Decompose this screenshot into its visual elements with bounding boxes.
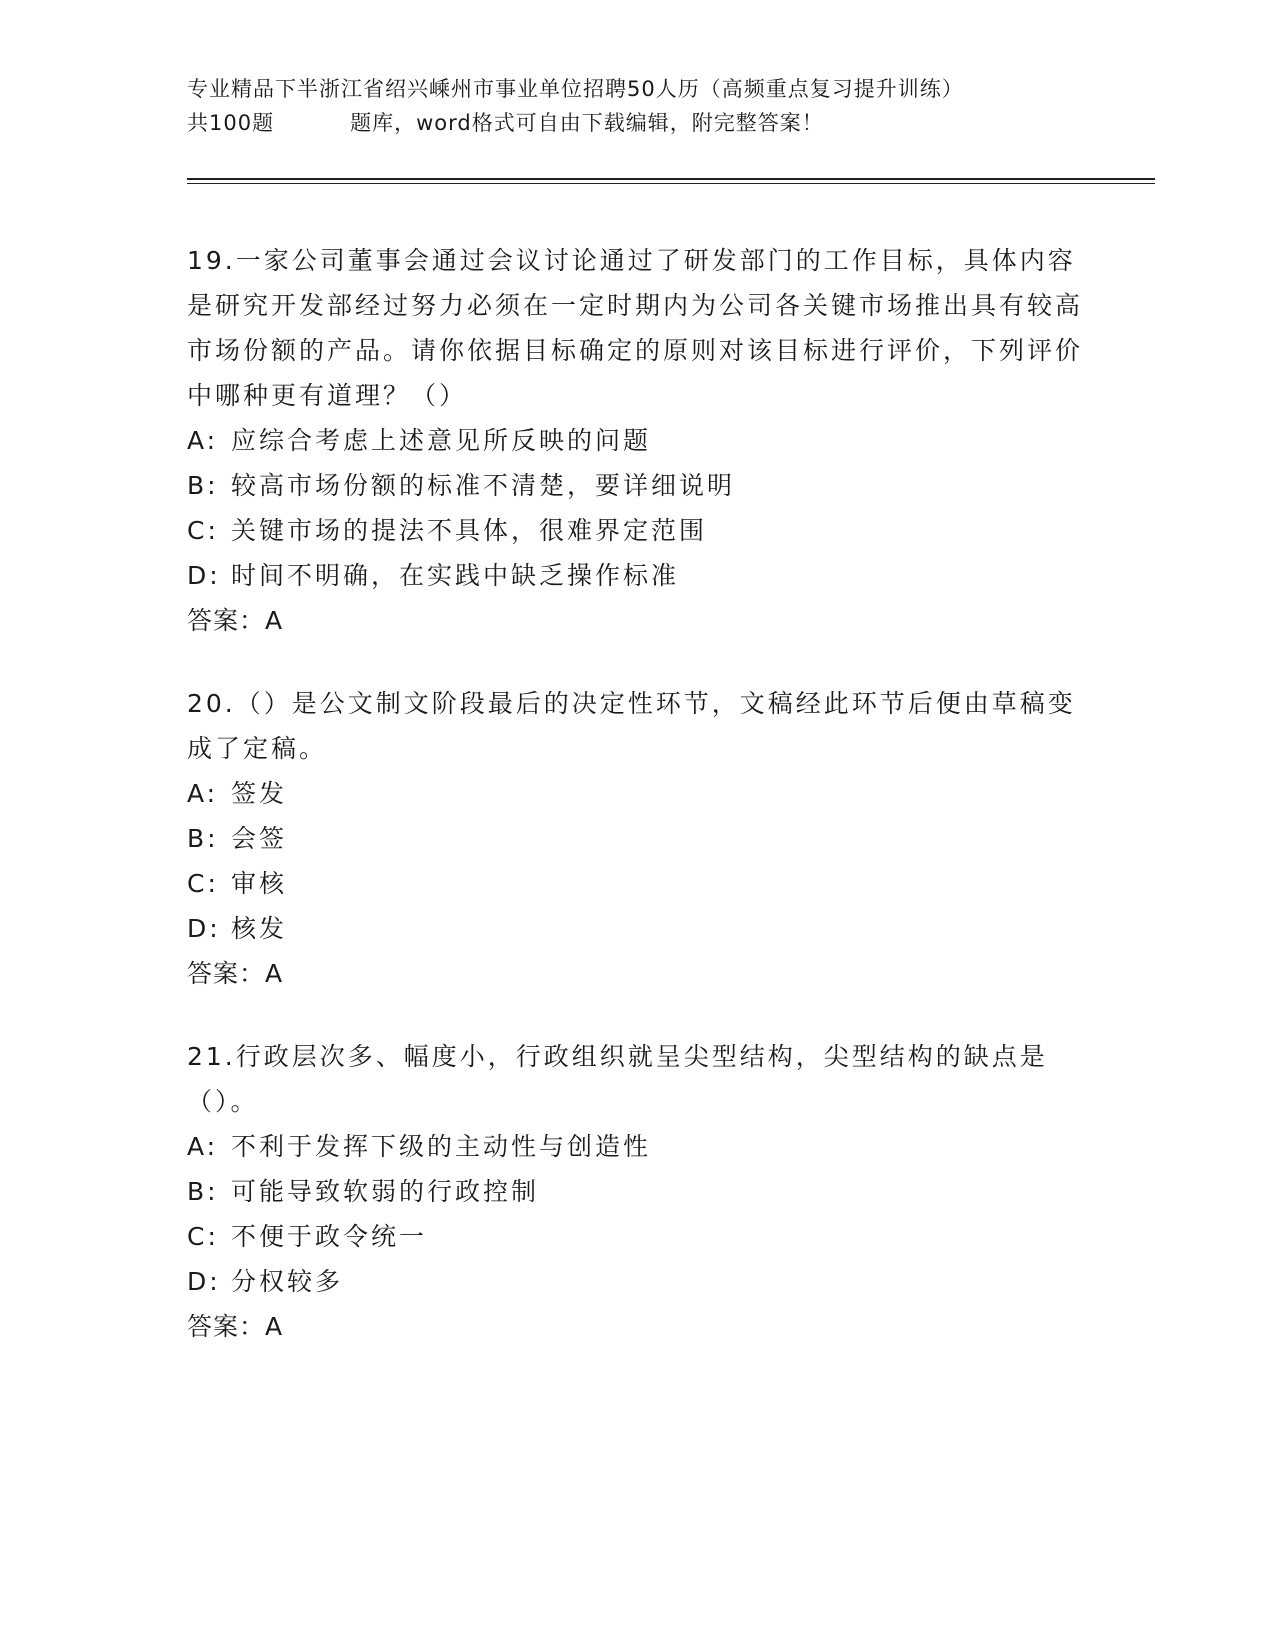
question-21	[187, 1034, 1087, 1349]
question-text: 19.一家公司董事会通过会议讨论通过了研发部门的工作目标，具体内容是研究开发部经过努力必须在一定时期内为公司各关键市场推出具有较高市场份额的产品。请你依据目标确定的原则对该目标进行评价，下列评价中哪种更有道理？（）	[187, 246, 1084, 410]
answer-line: 答案：A	[187, 606, 284, 635]
document-header	[187, 72, 1107, 140]
option-b	[187, 816, 1087, 861]
option-key: B:	[187, 824, 219, 853]
option-b	[187, 463, 1087, 508]
option-b	[187, 1169, 1087, 1214]
option-key: A:	[187, 779, 219, 808]
option-key: A:	[187, 1132, 219, 1161]
option-text: 关键市场的提法不具体，很难界定范围	[231, 516, 708, 545]
question-list	[187, 238, 1087, 1387]
answer-line: 答案：A	[187, 1312, 284, 1341]
option-c	[187, 508, 1087, 553]
option-d	[187, 1259, 1087, 1304]
question-text: 21.行政层次多、幅度小，行政组织就呈尖型结构，尖型结构的缺点是（）。	[187, 1042, 1048, 1116]
header-question-count: 共100题	[187, 111, 275, 135]
option-text: 会签	[231, 824, 288, 853]
option-a	[187, 418, 1087, 463]
header-divider-thin	[187, 183, 1155, 184]
option-text: 可能导致软弱的行政控制	[231, 1177, 540, 1206]
option-text: 签发	[231, 779, 288, 808]
option-text: 审核	[231, 869, 288, 898]
option-text: 不便于政令统一	[231, 1222, 428, 1251]
option-key: B:	[187, 471, 219, 500]
option-text: 时间不明确，在实践中缺乏操作标准	[231, 561, 680, 590]
option-key: C:	[187, 869, 219, 898]
option-c	[187, 861, 1087, 906]
option-d	[187, 553, 1087, 598]
question-20	[187, 681, 1087, 996]
option-key: B:	[187, 1177, 219, 1206]
option-key: D:	[187, 914, 221, 943]
option-text: 较高市场份额的标准不清楚，要详细说明	[231, 471, 736, 500]
option-d	[187, 906, 1087, 951]
header-subtitle-line	[187, 106, 1107, 140]
header-divider-thick	[187, 178, 1155, 180]
option-text: 不利于发挥下级的主动性与创造性	[231, 1132, 652, 1161]
header-title-line: 专业精品下半浙江省绍兴嵊州市事业单位招聘50人历（高频重点复习提升训练）	[187, 77, 964, 101]
option-key: D:	[187, 1267, 221, 1296]
option-a	[187, 1124, 1087, 1169]
option-a	[187, 771, 1087, 816]
header-download-note: 题库，word格式可自由下载编辑，附完整答案！	[350, 111, 824, 135]
option-c	[187, 1214, 1087, 1259]
option-key: C:	[187, 516, 219, 545]
option-text: 核发	[231, 914, 288, 943]
option-text: 应综合考虑上述意见所反映的问题	[231, 426, 652, 455]
option-key: D:	[187, 561, 221, 590]
answer-line: 答案：A	[187, 959, 284, 988]
question-text: 20.（）是公文制文阶段最后的决定性环节，文稿经此环节后便由草稿变成了定稿。	[187, 689, 1076, 763]
option-key: A:	[187, 426, 219, 455]
option-key: C:	[187, 1222, 219, 1251]
option-text: 分权较多	[231, 1267, 344, 1296]
question-19	[187, 238, 1087, 643]
